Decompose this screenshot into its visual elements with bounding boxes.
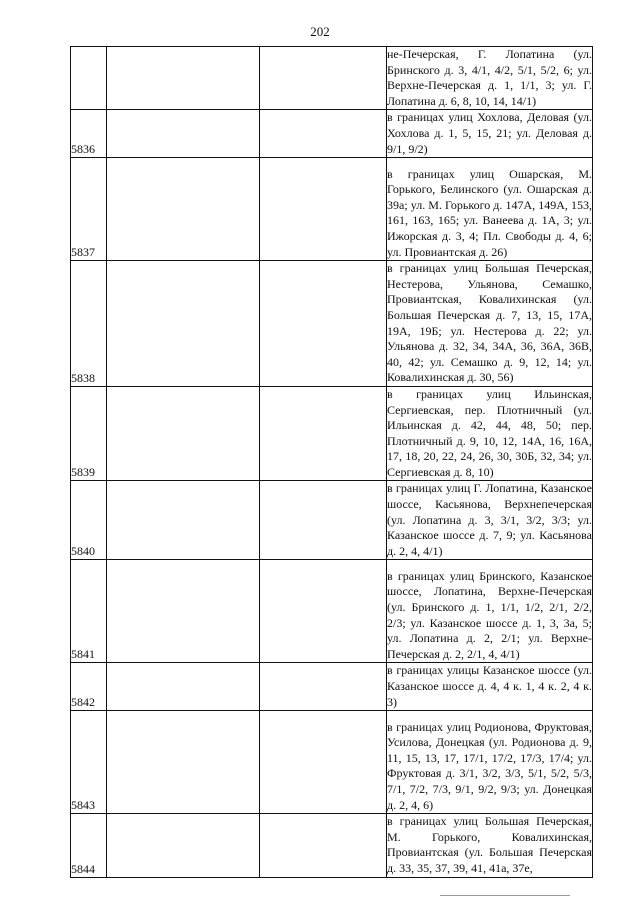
row-id: 5837	[71, 158, 107, 261]
page-number: 202	[310, 24, 330, 39]
table-row	[71, 47, 593, 110]
address-cell: в границах улиц Большая Печерская, Нестерова, Ульянова, Семашко, Провиантская, Ковалихинская (ул. Большая Печерская д. 7, 13, 15, 17А, 19А, 19Б; ул. Нестерова д. 22; ул. Ульянова д. 32, 34, 34А, 36, 36А, 36В, 40, 42; ул. Семашко д. 9, 12, 14; ул. Ковалихинская д. 30, 56)	[387, 261, 593, 387]
table-row	[71, 711, 593, 814]
row-id: 5836	[71, 110, 107, 158]
scan-edge-line	[440, 895, 570, 896]
empty-cell	[107, 560, 260, 663]
empty-cell	[260, 663, 387, 711]
district-table	[70, 46, 593, 878]
address-cell: в границах улиц Хохлова, Деловая (ул. Хохлова д. 1, 5, 15, 21; ул. Деловая д. 9/1, 9/2)	[387, 110, 593, 158]
empty-cell	[107, 481, 260, 560]
empty-cell	[107, 711, 260, 814]
row-id	[71, 47, 107, 110]
address-cell: в границах улиц Родионова, Фруктовая, Усилова, Донецкая (ул. Родионова д. 9, 11, 15, 13, 17, 17/1, 17/2, 17/3, 17/4; ул. Фруктовая д. 3/1, 3/2, 3/3, 5/1, 5/2, 5/3, 7/1, 7/2, 7/3, 9/1, 9/2, 9/3; ул. Донецкая д. 2, 4, 6)	[387, 711, 593, 814]
empty-cell	[107, 663, 260, 711]
row-id: 5839	[71, 386, 107, 481]
empty-cell	[260, 261, 387, 387]
address-cell: в границах улиц Ильинская, Сергиевская, пер. Плотничный (ул. Ильинская д. 42, 44, 48, 50; пер. Плотничный д. 9, 10, 12, 14А, 16, 16А, 17, 18, 20, 22, 24, 26, 30, 30Б, 32, 34; ул. Сергиевская д. 8, 10)	[387, 386, 593, 481]
empty-cell	[260, 481, 387, 560]
table-row	[71, 481, 593, 560]
empty-cell	[107, 814, 260, 877]
empty-cell	[107, 261, 260, 387]
table-row	[71, 560, 593, 663]
row-id: 5840	[71, 481, 107, 560]
address-cell: в границах улиц Большая Печерская, М. Горького, Ковалихинская, Провиантская (ул. Большая Печерская д. 33, 35, 37, 39, 41, 41а, 37е,	[387, 814, 593, 877]
empty-cell	[260, 386, 387, 481]
empty-cell	[260, 814, 387, 877]
row-id: 5838	[71, 261, 107, 387]
table-row	[71, 110, 593, 158]
empty-cell	[107, 158, 260, 261]
empty-cell	[260, 47, 387, 110]
empty-cell	[107, 47, 260, 110]
table-row	[71, 814, 593, 877]
empty-cell	[260, 158, 387, 261]
address-cell: в границах улицы Казанское шоссе (ул. Казанское шоссе д. 4, 4 к. 1, 4 к. 2, 4 к. 3)	[387, 663, 593, 711]
row-id: 5844	[71, 814, 107, 877]
address-cell: не-Печерская, Г. Лопатина (ул. Бринского д. 3, 4/1, 4/2, 5/1, 5/2, 6; ул. Верхне-Печерская д. 1, 1/1, 3; ул. Г. Лопатина д. 6, 8, 10, 14, 14/1)	[387, 47, 593, 110]
empty-cell	[107, 110, 260, 158]
table-row	[71, 663, 593, 711]
address-cell: в границах улиц Ошарская, М. Горького, Белинского (ул. Ошарская д. 39а; ул. М. Горького д. 147А, 149А, 153, 161, 163, 165; ул. Ванеева д. 1А, 3; ул. Ижорская д. 3, 4; Пл. Свободы д. 4, 6; ул. Провиантская д. 26)	[387, 158, 593, 261]
empty-cell	[260, 560, 387, 663]
row-id: 5841	[71, 560, 107, 663]
address-cell: в границах улиц Г. Лопатина, Казанское шоссе, Касьянова, Верхнепечерская (ул. Лопатина д. 3, 3/1, 3/2, 3/3; ул. Казанское шоссе д. 7, 9; ул. Касьянова д. 2, 4, 4/1)	[387, 481, 593, 560]
table-row	[71, 386, 593, 481]
empty-cell	[260, 711, 387, 814]
address-cell: в границах улиц Бринского, Казанское шоссе, Лопатина, Верхне-Печерская (ул. Бринского д. 1, 1/1, 1/2, 2/1, 2/2, 2/3; ул. Казанское шоссе д. 1, 3, 3а, 5; ул. Лопатина д. 2, 2/1; ул. Верхне-Печерская д. 2, 2/1, 4, 4/1)	[387, 560, 593, 663]
table-row	[71, 261, 593, 387]
table-row	[71, 158, 593, 261]
empty-cell	[107, 386, 260, 481]
row-id: 5842	[71, 663, 107, 711]
row-id: 5843	[71, 711, 107, 814]
empty-cell	[260, 110, 387, 158]
